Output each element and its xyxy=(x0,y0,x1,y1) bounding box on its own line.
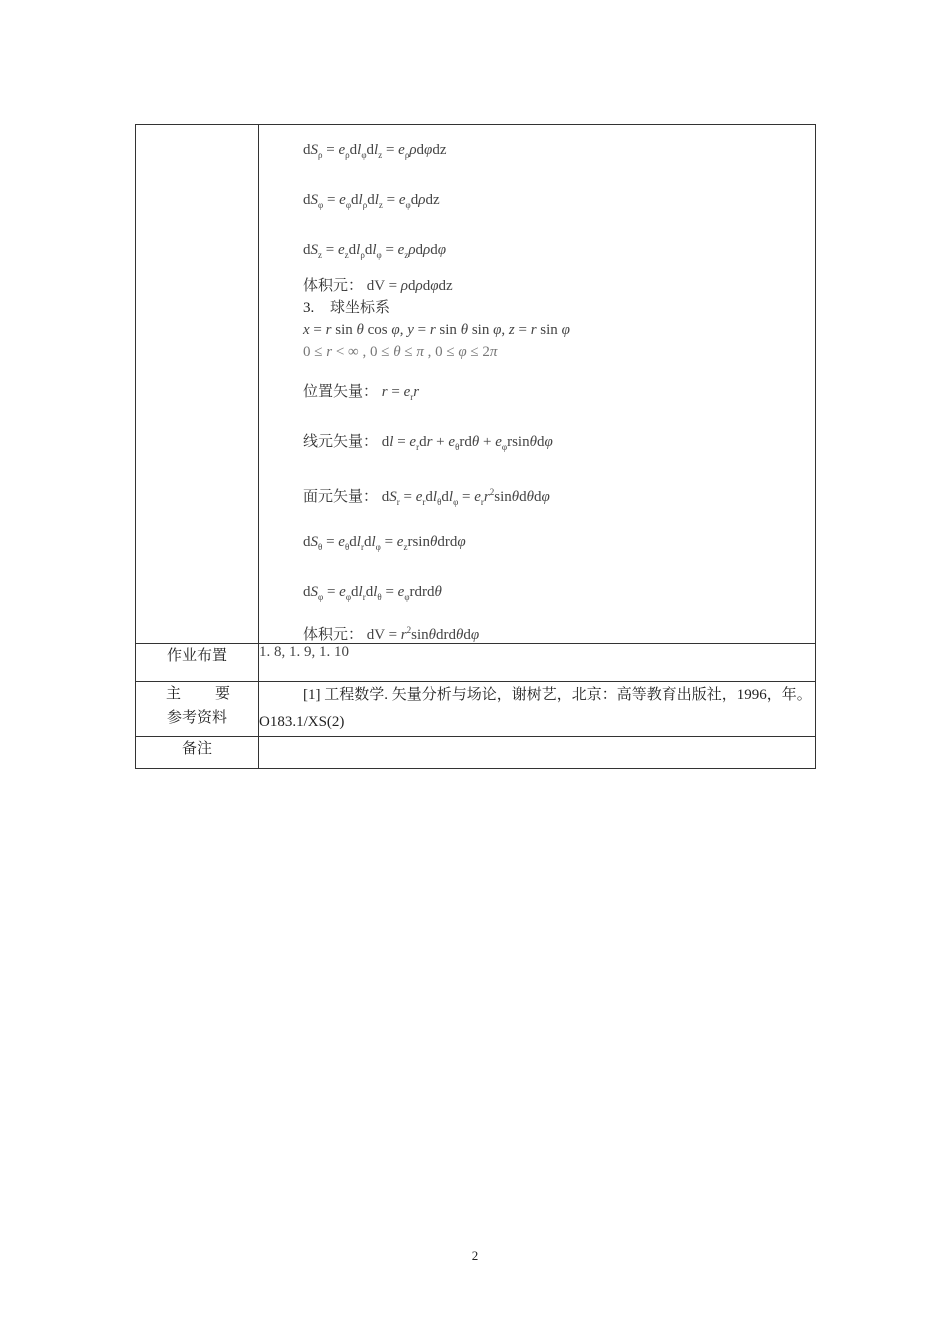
references-label xyxy=(136,682,259,737)
sph-line-element: 线元矢量： dl = $e_rdr + e_\theta rd\theta + e_\varphi rsin\theta d\varphi$ xyxy=(303,434,553,452)
cyl-ds-z: $dS_z = e_zdl_\rho dl_\varphi = e_z\rho d\rho d\varphi$ xyxy=(303,242,447,260)
formula-row-label xyxy=(136,125,259,644)
sph-line-label: 线元矢量： xyxy=(303,434,379,450)
sph-position-label: 位置矢量： xyxy=(303,384,379,400)
sph-area-phi: $dS_\varphi = e_\varphi dl_rdl_\theta$ = $e_\varphi rdrd\theta$ xyxy=(303,584,442,602)
formula-row xyxy=(136,125,816,644)
homework-label: 作业布置 xyxy=(136,644,259,682)
sph-volume-label: 体积元： xyxy=(303,627,364,643)
lesson-table xyxy=(135,124,816,769)
cyl-ds-rho: $dS_\rho = e_\rho dl_\varphi dl_z = e_\rho\rho d\varphi dz$ xyxy=(303,142,447,160)
sph-heading xyxy=(259,297,815,319)
notes-row xyxy=(136,737,816,769)
sph-heading-text: 球坐标系 xyxy=(330,300,391,316)
sph-ranges: 0 ≤ r < ∞ , 0 ≤ θ ≤ π , 0 ≤ φ ≤ 2π xyxy=(303,344,498,360)
references-label-line2: 参考资料 xyxy=(166,710,227,726)
cyl-volume-label: 体积元： xyxy=(303,278,364,294)
sph-area-label: 面元矢量： xyxy=(303,489,379,505)
sph-area-theta: $dS_\theta = e_\theta dl_rdl_\varphi = e_zrsin\theta drd\varphi$ xyxy=(303,534,466,552)
references-row xyxy=(136,682,816,737)
notes-value xyxy=(259,737,816,769)
notes-label: 备注 xyxy=(136,737,259,769)
cyl-ds-phi: $dS_\varphi = e_\varphi dl_\rho dl_z = e_\varphi d\rho dz$ xyxy=(303,192,440,210)
page-number: 2 xyxy=(471,1248,479,1263)
homework-value: 1. 8, 1. 9, 1. 10 xyxy=(259,644,816,682)
formula-content xyxy=(259,125,816,644)
references-label-a: 主 xyxy=(166,686,182,702)
sph-volume: 体积元： dV = $r^2\sin\theta drd\theta d\varphi$ xyxy=(303,625,480,643)
sph-area-r: 面元矢量： $dS_r = e_rdl_\theta dl_\varphi = e_rr^2\sin\theta d\theta d\varphi$ xyxy=(303,487,550,507)
sph-heading-num: 3. xyxy=(303,300,315,316)
sph-position: 位置矢量： $r = e_rr$ xyxy=(303,384,420,402)
cyl-volume: 体积元： dV = ρdρdφdz xyxy=(303,278,453,294)
references-text: [1] 工程数学. 矢量分析与场论，谢树艺，北京：高等教育出版社，1996，年。O183.1/XS(2) xyxy=(259,682,816,737)
homework-row xyxy=(136,644,816,682)
sph-coords: x = r sin θ cos φ, y = r sin θ sin φ, z = r sin φ xyxy=(303,322,570,338)
references-label-b: 要 xyxy=(214,686,230,702)
